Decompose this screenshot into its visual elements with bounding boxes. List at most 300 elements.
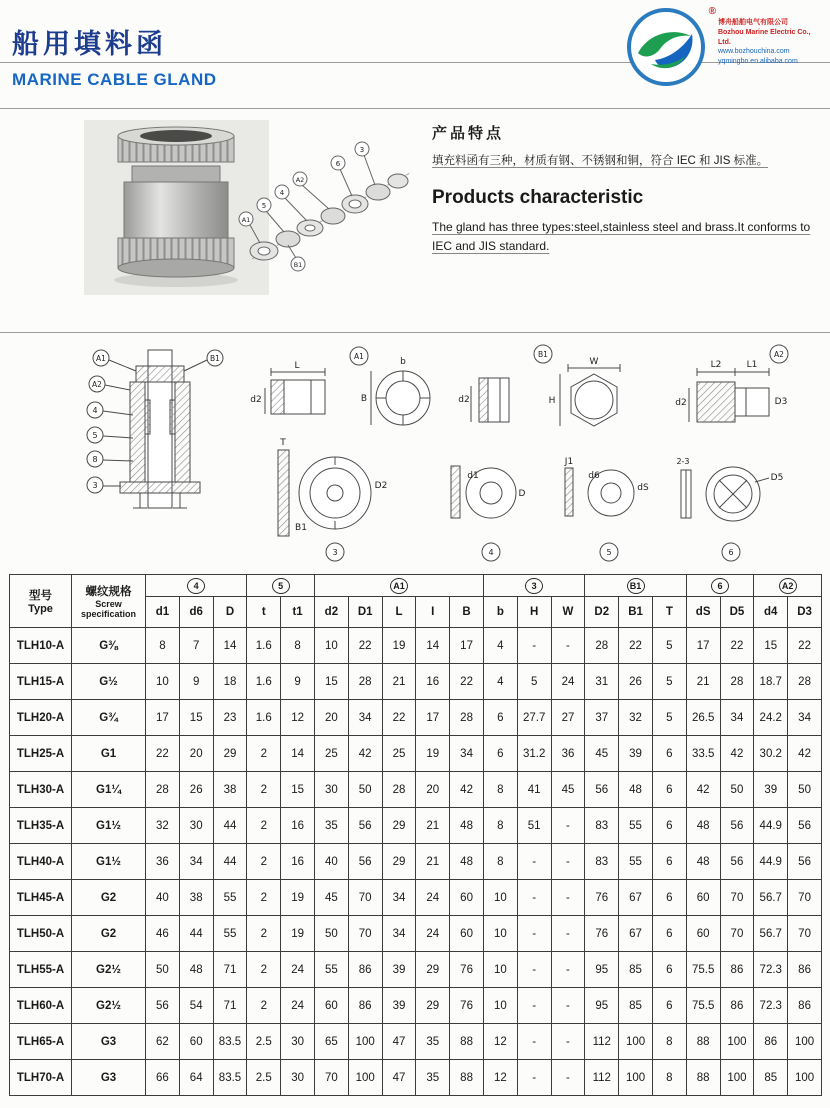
col-header-d6: d6 bbox=[179, 597, 213, 628]
spec-value-cell: 60 bbox=[450, 880, 484, 916]
model-cell: TLH55-A bbox=[10, 952, 72, 988]
spec-value-cell: 56 bbox=[348, 808, 382, 844]
part-a2-drawing bbox=[675, 345, 788, 422]
spec-value-cell: 27.7 bbox=[517, 700, 551, 736]
spec-value-cell: 67 bbox=[619, 916, 653, 952]
spec-value-cell: 28 bbox=[720, 664, 754, 700]
col-header-H: H bbox=[517, 597, 551, 628]
spec-value-cell: 56 bbox=[146, 988, 180, 1024]
spec-value-cell: 1.6 bbox=[247, 628, 281, 664]
spec-value-cell: 70 bbox=[788, 916, 822, 952]
spec-value-cell: 72.3 bbox=[754, 952, 788, 988]
spec-value-cell: 45 bbox=[314, 880, 348, 916]
spec-value-cell: 12 bbox=[483, 1024, 517, 1060]
spec-value-cell: - bbox=[551, 988, 585, 1024]
spec-value-cell: 25 bbox=[314, 736, 348, 772]
features-text-zh: 填充料函有三种，材质有钢、不锈钢和铜，符合 IEC 和 JIS 标准。 bbox=[432, 155, 769, 167]
spec-value-cell: 83 bbox=[585, 844, 619, 880]
spec-value-cell: 44 bbox=[213, 808, 247, 844]
spec-value-cell: 1.6 bbox=[247, 700, 281, 736]
col-group-3: 3 bbox=[483, 575, 584, 597]
spec-value-cell: 39 bbox=[382, 952, 416, 988]
spec-value-cell: 75.5 bbox=[686, 988, 720, 1024]
col-header-D: D bbox=[213, 597, 247, 628]
spec-value-cell: - bbox=[551, 916, 585, 952]
spec-value-cell: 10 bbox=[483, 988, 517, 1024]
spec-value-cell: 5 bbox=[652, 664, 686, 700]
part-b1-drawing bbox=[458, 345, 620, 426]
spec-value-cell: - bbox=[517, 844, 551, 880]
col-header-D2: D2 bbox=[585, 597, 619, 628]
screw-spec-cell: G2 bbox=[72, 880, 146, 916]
spec-value-cell: 56 bbox=[788, 808, 822, 844]
spec-value-cell: 10 bbox=[483, 916, 517, 952]
model-cell: TLH30-A bbox=[10, 772, 72, 808]
col-header-B: B bbox=[450, 597, 484, 628]
dim-d2-b1: d2 bbox=[458, 395, 470, 405]
spec-value-cell: 64 bbox=[179, 1060, 213, 1096]
spec-value-cell: 24 bbox=[416, 916, 450, 952]
spec-value-cell: 17 bbox=[686, 628, 720, 664]
features-title-en: Products characteristic bbox=[432, 186, 644, 208]
spec-value-cell: 5 bbox=[652, 628, 686, 664]
spec-value-cell: 100 bbox=[348, 1060, 382, 1096]
spec-value-cell: 6 bbox=[652, 916, 686, 952]
spec-value-cell: 22 bbox=[382, 700, 416, 736]
screw-column-header bbox=[72, 575, 146, 628]
spec-value-cell: 6 bbox=[652, 988, 686, 1024]
spec-value-cell: 39 bbox=[382, 988, 416, 1024]
spec-value-cell: 70 bbox=[720, 880, 754, 916]
spec-value-cell: 8 bbox=[146, 628, 180, 664]
table-row bbox=[10, 772, 822, 808]
spec-value-cell: 56 bbox=[348, 844, 382, 880]
col-header-B1: B1 bbox=[619, 597, 653, 628]
model-cell: TLH10-A bbox=[10, 628, 72, 664]
technical-drawings bbox=[9, 338, 821, 566]
spec-value-cell: 65 bbox=[314, 1024, 348, 1060]
dim-dS: dS bbox=[637, 483, 649, 493]
table-row bbox=[10, 988, 822, 1024]
spec-value-cell: 50 bbox=[720, 772, 754, 808]
table-row bbox=[10, 628, 822, 664]
spec-value-cell: 29 bbox=[382, 844, 416, 880]
dim-d1: d1 bbox=[467, 471, 479, 481]
spec-value-cell: 28 bbox=[382, 772, 416, 808]
company-name-zh: 博舟船舶电气有限公司 bbox=[718, 19, 788, 26]
spec-value-cell: 72.3 bbox=[754, 988, 788, 1024]
table-row bbox=[10, 916, 822, 952]
spec-value-cell: 30 bbox=[281, 1024, 315, 1060]
spec-value-cell: 20 bbox=[179, 736, 213, 772]
part-4-drawing bbox=[451, 466, 526, 561]
callout-4: 4 bbox=[92, 406, 98, 415]
spec-value-cell: 85 bbox=[619, 988, 653, 1024]
company-url-1: www.bozhouchina.com bbox=[718, 48, 790, 56]
dim-B1: B1 bbox=[295, 523, 307, 533]
table-row bbox=[10, 880, 822, 916]
spec-value-cell: 38 bbox=[213, 772, 247, 808]
dim-H: H bbox=[548, 396, 556, 406]
spec-value-cell: 34 bbox=[382, 916, 416, 952]
spec-value-cell: 60 bbox=[686, 880, 720, 916]
spec-value-cell: 83 bbox=[585, 808, 619, 844]
spec-value-cell: 39 bbox=[619, 736, 653, 772]
spec-value-cell: 30.2 bbox=[754, 736, 788, 772]
features-title-zh: 产品特点 bbox=[432, 125, 505, 142]
screw-spec-cell: G2½ bbox=[72, 952, 146, 988]
spec-value-cell: 75.5 bbox=[686, 952, 720, 988]
spec-value-cell: 19 bbox=[382, 628, 416, 664]
spec-value-cell: 88 bbox=[450, 1024, 484, 1060]
spec-value-cell: 20 bbox=[416, 772, 450, 808]
spec-value-cell: 20 bbox=[314, 700, 348, 736]
spec-value-cell: 100 bbox=[619, 1060, 653, 1096]
spec-value-cell: 36 bbox=[146, 844, 180, 880]
spec-value-cell: 51 bbox=[517, 808, 551, 844]
model-cell: TLH65-A bbox=[10, 1024, 72, 1060]
spec-value-cell: 33.5 bbox=[686, 736, 720, 772]
spec-value-cell: 17 bbox=[146, 700, 180, 736]
spec-value-cell: 12 bbox=[281, 700, 315, 736]
spec-value-cell: 55 bbox=[314, 952, 348, 988]
screw-spec-cell: G⅜ bbox=[72, 628, 146, 664]
spec-value-cell: 50 bbox=[146, 952, 180, 988]
table-row bbox=[10, 952, 822, 988]
spec-value-cell: 100 bbox=[788, 1024, 822, 1060]
label-6: 6 bbox=[728, 548, 734, 557]
spec-value-cell: 62 bbox=[146, 1024, 180, 1060]
spec-value-cell: 70 bbox=[348, 880, 382, 916]
dim-T: T bbox=[280, 438, 286, 448]
spec-value-cell: 42 bbox=[686, 772, 720, 808]
spec-value-cell: 44 bbox=[179, 916, 213, 952]
label-3: 3 bbox=[332, 548, 338, 557]
spec-value-cell: 44.9 bbox=[754, 808, 788, 844]
spec-value-cell: 1.6 bbox=[247, 664, 281, 700]
col-header-L: L bbox=[382, 597, 416, 628]
spec-value-cell: 70 bbox=[720, 916, 754, 952]
spec-value-cell: 2 bbox=[247, 916, 281, 952]
col-header-D3: D3 bbox=[788, 597, 822, 628]
spec-value-cell: 56 bbox=[720, 808, 754, 844]
spec-value-cell: 29 bbox=[382, 808, 416, 844]
model-cell: TLH45-A bbox=[10, 880, 72, 916]
spec-value-cell: 88 bbox=[686, 1024, 720, 1060]
spec-value-cell: 6 bbox=[483, 736, 517, 772]
callout-b1: B1 bbox=[293, 261, 303, 269]
label-5: 5 bbox=[606, 548, 612, 557]
spec-value-cell: 14 bbox=[213, 628, 247, 664]
model-cell: TLH60-A bbox=[10, 988, 72, 1024]
col-header-d1: d1 bbox=[146, 597, 180, 628]
note-2-3: 2-3 bbox=[676, 457, 690, 466]
screw-spec-cell: G½ bbox=[72, 664, 146, 700]
col-header-D5: D5 bbox=[720, 597, 754, 628]
spec-value-cell: 45 bbox=[585, 736, 619, 772]
spec-value-cell: 32 bbox=[619, 700, 653, 736]
spec-value-cell: 2 bbox=[247, 952, 281, 988]
spec-value-cell: 2 bbox=[247, 772, 281, 808]
spec-value-cell: 100 bbox=[720, 1060, 754, 1096]
spec-value-cell: 8 bbox=[483, 844, 517, 880]
spec-value-cell: 100 bbox=[720, 1024, 754, 1060]
spec-value-cell: 42 bbox=[788, 736, 822, 772]
screw-header-en1: Screw bbox=[95, 598, 122, 609]
table-row bbox=[10, 1024, 822, 1060]
callout-3: 3 bbox=[92, 481, 98, 490]
spec-value-cell: 48 bbox=[686, 808, 720, 844]
assembly-section-drawing bbox=[87, 350, 223, 508]
label-a1: A1 bbox=[354, 352, 364, 361]
part-6-drawing bbox=[676, 457, 783, 561]
spec-value-cell: 88 bbox=[686, 1060, 720, 1096]
spec-value-cell: 4 bbox=[483, 664, 517, 700]
model-cell: TLH25-A bbox=[10, 736, 72, 772]
spec-value-cell: 47 bbox=[382, 1060, 416, 1096]
spec-value-cell: 2 bbox=[247, 808, 281, 844]
spec-value-cell: 67 bbox=[619, 880, 653, 916]
spec-value-cell: 22 bbox=[450, 664, 484, 700]
logo-icon bbox=[625, 6, 707, 88]
spec-value-cell: 6 bbox=[652, 808, 686, 844]
spec-value-cell: 28 bbox=[146, 772, 180, 808]
spec-value-cell: 21 bbox=[382, 664, 416, 700]
spec-value-cell: 76 bbox=[450, 952, 484, 988]
spec-value-cell: 76 bbox=[585, 880, 619, 916]
company-name-en: Bozhou Marine Electric Co., Ltd. bbox=[718, 28, 811, 46]
spec-value-cell: 41 bbox=[517, 772, 551, 808]
col-header-W: W bbox=[551, 597, 585, 628]
spec-value-cell: 24 bbox=[281, 988, 315, 1024]
spec-value-cell: 34 bbox=[450, 736, 484, 772]
spec-value-cell: 24 bbox=[416, 880, 450, 916]
spec-value-cell: 16 bbox=[281, 844, 315, 880]
col-header-I: I bbox=[416, 597, 450, 628]
table-row bbox=[10, 664, 822, 700]
spec-value-cell: 24 bbox=[551, 664, 585, 700]
spec-value-cell: - bbox=[551, 952, 585, 988]
spec-value-cell: - bbox=[551, 1060, 585, 1096]
spec-value-cell: 86 bbox=[720, 952, 754, 988]
dim-B: B bbox=[360, 394, 368, 404]
spec-value-cell: 28 bbox=[788, 664, 822, 700]
spec-value-cell: 50 bbox=[348, 772, 382, 808]
spec-value-cell: 27 bbox=[551, 700, 585, 736]
dim-L2: L2 bbox=[710, 360, 722, 370]
col-group-6: 6 bbox=[686, 575, 754, 597]
spec-value-cell: 6 bbox=[652, 880, 686, 916]
registered-mark: ® bbox=[708, 6, 716, 17]
callout-5: 5 bbox=[261, 202, 267, 210]
spec-value-cell: 95 bbox=[585, 988, 619, 1024]
dim-L: L bbox=[294, 361, 300, 371]
company-logo bbox=[625, 6, 824, 88]
spec-value-cell: 48 bbox=[619, 772, 653, 808]
spec-value-cell: 76 bbox=[585, 916, 619, 952]
spec-value-cell: 60 bbox=[686, 916, 720, 952]
spec-value-cell: 40 bbox=[314, 844, 348, 880]
spec-value-cell: 76 bbox=[450, 988, 484, 1024]
spec-value-cell: 60 bbox=[179, 1024, 213, 1060]
dim-d2-a2: d2 bbox=[675, 398, 687, 408]
callout-a2: A2 bbox=[92, 380, 102, 389]
callout-5: 5 bbox=[92, 431, 98, 440]
col-header-dS: dS bbox=[686, 597, 720, 628]
spec-value-cell: 85 bbox=[619, 952, 653, 988]
spec-value-cell: 2.5 bbox=[247, 1024, 281, 1060]
spec-value-cell: 8 bbox=[652, 1024, 686, 1060]
spec-value-cell: 22 bbox=[348, 628, 382, 664]
spec-value-cell: 2.5 bbox=[247, 1060, 281, 1096]
dim-D: D bbox=[518, 489, 526, 499]
spec-value-cell: 8 bbox=[652, 1060, 686, 1096]
spec-value-cell: 15 bbox=[179, 700, 213, 736]
table-row bbox=[10, 736, 822, 772]
callout-3: 3 bbox=[359, 146, 365, 154]
spec-value-cell: 35 bbox=[416, 1024, 450, 1060]
callout-b1: B1 bbox=[210, 354, 220, 363]
spec-value-cell: 5 bbox=[652, 700, 686, 736]
spec-value-cell: 35 bbox=[314, 808, 348, 844]
spec-value-cell: 86 bbox=[348, 988, 382, 1024]
spec-value-cell: 48 bbox=[179, 952, 213, 988]
dim-L1: L1 bbox=[746, 360, 758, 370]
spec-value-cell: 28 bbox=[450, 700, 484, 736]
col-header-d4: d4 bbox=[754, 597, 788, 628]
label-b1: B1 bbox=[538, 350, 548, 359]
spec-table bbox=[9, 574, 822, 1096]
page-title-zh: 船用填料函 bbox=[12, 29, 167, 59]
spec-value-cell: 112 bbox=[585, 1024, 619, 1060]
spec-value-cell: 29 bbox=[213, 736, 247, 772]
spec-value-cell: 71 bbox=[213, 952, 247, 988]
spec-value-cell: 36 bbox=[551, 736, 585, 772]
dim-D5: D5 bbox=[770, 473, 784, 483]
spec-value-cell: 32 bbox=[146, 808, 180, 844]
spec-value-cell: 6 bbox=[652, 736, 686, 772]
spec-value-cell: 29 bbox=[416, 952, 450, 988]
spec-value-cell: 30 bbox=[314, 772, 348, 808]
spec-value-cell: 10 bbox=[146, 664, 180, 700]
page-title-en: MARINE CABLE GLAND bbox=[12, 70, 217, 89]
spec-value-cell: 70 bbox=[788, 880, 822, 916]
dim-J1: J1 bbox=[564, 457, 574, 467]
spec-value-cell: 60 bbox=[450, 916, 484, 952]
spec-value-cell: 10 bbox=[483, 880, 517, 916]
spec-value-cell: 24 bbox=[281, 952, 315, 988]
spec-value-cell: 21 bbox=[416, 844, 450, 880]
screw-header-en2: specification bbox=[80, 609, 136, 619]
callout-8: 8 bbox=[92, 455, 98, 464]
screw-spec-cell: G1½ bbox=[72, 808, 146, 844]
screw-spec-cell: G1½ bbox=[72, 844, 146, 880]
col-header-t1: t1 bbox=[281, 597, 315, 628]
dim-b: b bbox=[400, 357, 406, 367]
spec-value-cell: 56 bbox=[585, 772, 619, 808]
spec-value-cell: 30 bbox=[281, 1060, 315, 1096]
spec-value-cell: 10 bbox=[314, 628, 348, 664]
spec-value-cell: 24.2 bbox=[754, 700, 788, 736]
spec-value-cell: - bbox=[517, 1024, 551, 1060]
callout-a1: A1 bbox=[241, 216, 251, 224]
spec-value-cell: 55 bbox=[213, 916, 247, 952]
model-header-en: Type bbox=[28, 603, 53, 615]
spec-value-cell: 28 bbox=[348, 664, 382, 700]
dim-D3: D3 bbox=[774, 397, 788, 407]
part-a1-drawing bbox=[250, 347, 430, 425]
features-text-en: The gland has three types:steel,stainless steel and brass.It conforms to IEC and JIS standard. bbox=[432, 219, 811, 254]
spec-value-cell: 45 bbox=[551, 772, 585, 808]
dim-D2: D2 bbox=[374, 481, 388, 491]
spec-value-cell: - bbox=[551, 808, 585, 844]
spec-value-cell: 83.5 bbox=[213, 1060, 247, 1096]
spec-value-cell: 29 bbox=[416, 988, 450, 1024]
spec-value-cell: 5 bbox=[517, 664, 551, 700]
spec-value-cell: 9 bbox=[281, 664, 315, 700]
spec-value-cell: 86 bbox=[720, 988, 754, 1024]
spec-value-cell: 22 bbox=[146, 736, 180, 772]
spec-value-cell: 35 bbox=[416, 1060, 450, 1096]
header-divider-2 bbox=[0, 108, 830, 109]
col-group-B1: B1 bbox=[585, 575, 686, 597]
screw-spec-cell: G¾ bbox=[72, 700, 146, 736]
spec-value-cell: 56 bbox=[788, 844, 822, 880]
spec-value-cell: - bbox=[551, 1024, 585, 1060]
dim-d2: d2 bbox=[250, 395, 262, 405]
spec-value-cell: 22 bbox=[619, 628, 653, 664]
spec-value-cell: - bbox=[551, 880, 585, 916]
screw-spec-cell: G3 bbox=[72, 1024, 146, 1060]
spec-value-cell: 2 bbox=[247, 844, 281, 880]
spec-value-cell: 22 bbox=[720, 628, 754, 664]
spec-value-cell: 70 bbox=[348, 916, 382, 952]
spec-value-cell: 25 bbox=[382, 736, 416, 772]
spec-value-cell: 17 bbox=[450, 628, 484, 664]
spec-value-cell: 26 bbox=[619, 664, 653, 700]
spec-value-cell: 8 bbox=[483, 808, 517, 844]
spec-value-cell: 2 bbox=[247, 988, 281, 1024]
spec-value-cell: 21 bbox=[686, 664, 720, 700]
model-header-zh: 型号 bbox=[29, 590, 52, 602]
spec-value-cell: - bbox=[517, 988, 551, 1024]
col-header-t: t bbox=[247, 597, 281, 628]
spec-value-cell: 56 bbox=[720, 844, 754, 880]
spec-value-cell: 19 bbox=[281, 880, 315, 916]
spec-value-cell: 37 bbox=[585, 700, 619, 736]
part-5-drawing bbox=[564, 457, 649, 561]
exploded-view-diagram bbox=[232, 133, 427, 283]
spec-value-cell: 31 bbox=[585, 664, 619, 700]
spec-value-cell: 17 bbox=[416, 700, 450, 736]
table-row bbox=[10, 808, 822, 844]
spec-value-cell: 8 bbox=[281, 628, 315, 664]
spec-value-cell: 28 bbox=[585, 628, 619, 664]
spec-value-cell: 18 bbox=[213, 664, 247, 700]
logo-text-block bbox=[718, 6, 824, 67]
spec-value-cell: 6 bbox=[652, 952, 686, 988]
table-row bbox=[10, 700, 822, 736]
col-group-A1: A1 bbox=[314, 575, 483, 597]
col-header-d2: d2 bbox=[314, 597, 348, 628]
spec-value-cell: 6 bbox=[483, 700, 517, 736]
spec-value-cell: - bbox=[517, 628, 551, 664]
spec-value-cell: 48 bbox=[450, 844, 484, 880]
callout-4: 4 bbox=[279, 189, 285, 197]
spec-value-cell: 34 bbox=[382, 880, 416, 916]
spec-value-cell: 38 bbox=[179, 880, 213, 916]
model-cell: TLH50-A bbox=[10, 916, 72, 952]
